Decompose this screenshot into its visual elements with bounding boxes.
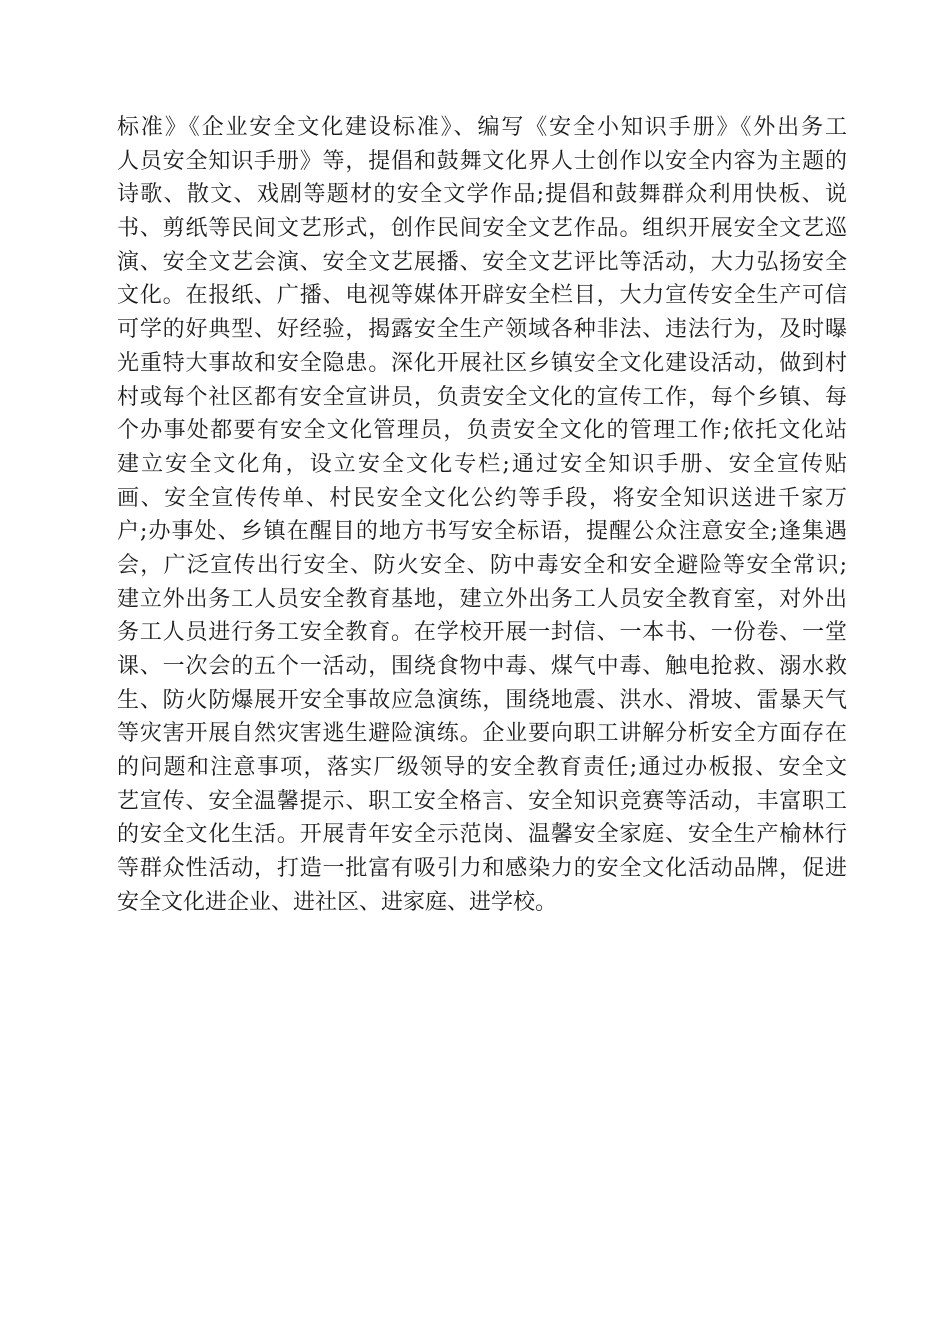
text-line: 人员安全知识手册》等，提倡和鼓舞文化界人士创作以安全内容为主题的 (117, 148, 847, 174)
text-line: 画、安全宣传传单、村民安全文化公约等手段，将安全知识送进千家万 (117, 485, 847, 511)
text-line: 个办事处都要有安全文化管理员，负责安全文化的管理工作;依托文化站 (117, 418, 847, 444)
text-line: 的安全文化生活。开展青年安全示范岗、温馨安全家庭、安全生产榆林行 (117, 822, 847, 848)
text-line: 课、一次会的五个一活动，围绕食物中毒、煤气中毒、触电抢救、溺水救 (117, 654, 847, 679)
text-line: 生、防火防爆展开安全事故应急演练，围绕地震、洪水、滑坡、雷暴天气 (117, 687, 847, 713)
text-line: 务工人员进行务工安全教育。在学校开展一封信、一本书、一份卷、一堂 (117, 620, 847, 646)
text-line: 建立外出务工人员安全教育基地，建立外出务工人员安全教育室，对外出 (117, 586, 847, 612)
text-line: 户;办事处、乡镇在醒目的地方书写安全标语，提醒公众注意安全;逢集遇 (117, 519, 847, 545)
text-line: 可学的好典型、好经验，揭露安全生产领域各种非法、违法行为，及时曝 (117, 317, 847, 343)
text-line: 的问题和注意事项，落实厂级领导的安全教育责任;通过办板报、安全文 (117, 755, 847, 781)
body-paragraph (117, 111, 847, 920)
text-line: 建立安全文化角，设立安全文化专栏;通过安全知识手册、安全宣传贴 (117, 451, 847, 477)
text-line: 演、安全文艺会演、安全文艺展播、安全文艺评比等活动，大力弘扬安全 (117, 249, 847, 275)
text-line: 书、剪纸等民间文艺形式，创作民间安全文艺作品。组织开展安全文艺巡 (117, 216, 847, 242)
text-line: 光重特大事故和安全隐患。深化开展社区乡镇安全文化建设活动，做到村 (117, 350, 847, 376)
text-line: 等灾害开展自然灾害逃生避险演练。企业要向职工讲解分析安全方面存在 (117, 721, 847, 747)
text-line: 诗歌、散文、戏剧等题材的安全文学作品;提倡和鼓舞群众利用快板、说 (117, 182, 847, 208)
text-line-last: 安全文化进企业、进社区、进家庭、进学校。 (117, 889, 558, 915)
text-line: 文化。在报纸、广播、电视等媒体开辟安全栏目，大力宣传安全生产可信 (117, 283, 847, 309)
text-line: 等群众性活动，打造一批富有吸引力和感染力的安全文化活动品牌，促进 (117, 856, 847, 882)
text-line: 会，广泛宣传出行安全、防火安全、防中毒安全和安全避险等安全常识; (117, 552, 847, 578)
text-line: 艺宣传、安全温馨提示、职工安全格言、安全知识竞赛等活动，丰富职工 (117, 788, 847, 814)
text-line: 村或每个社区都有安全宣讲员，负责安全文化的宣传工作，每个乡镇、每 (117, 384, 847, 410)
text-line: 标准》《企业安全文化建设标准》、编写《安全小知识手册》《外出务工 (117, 115, 847, 140)
